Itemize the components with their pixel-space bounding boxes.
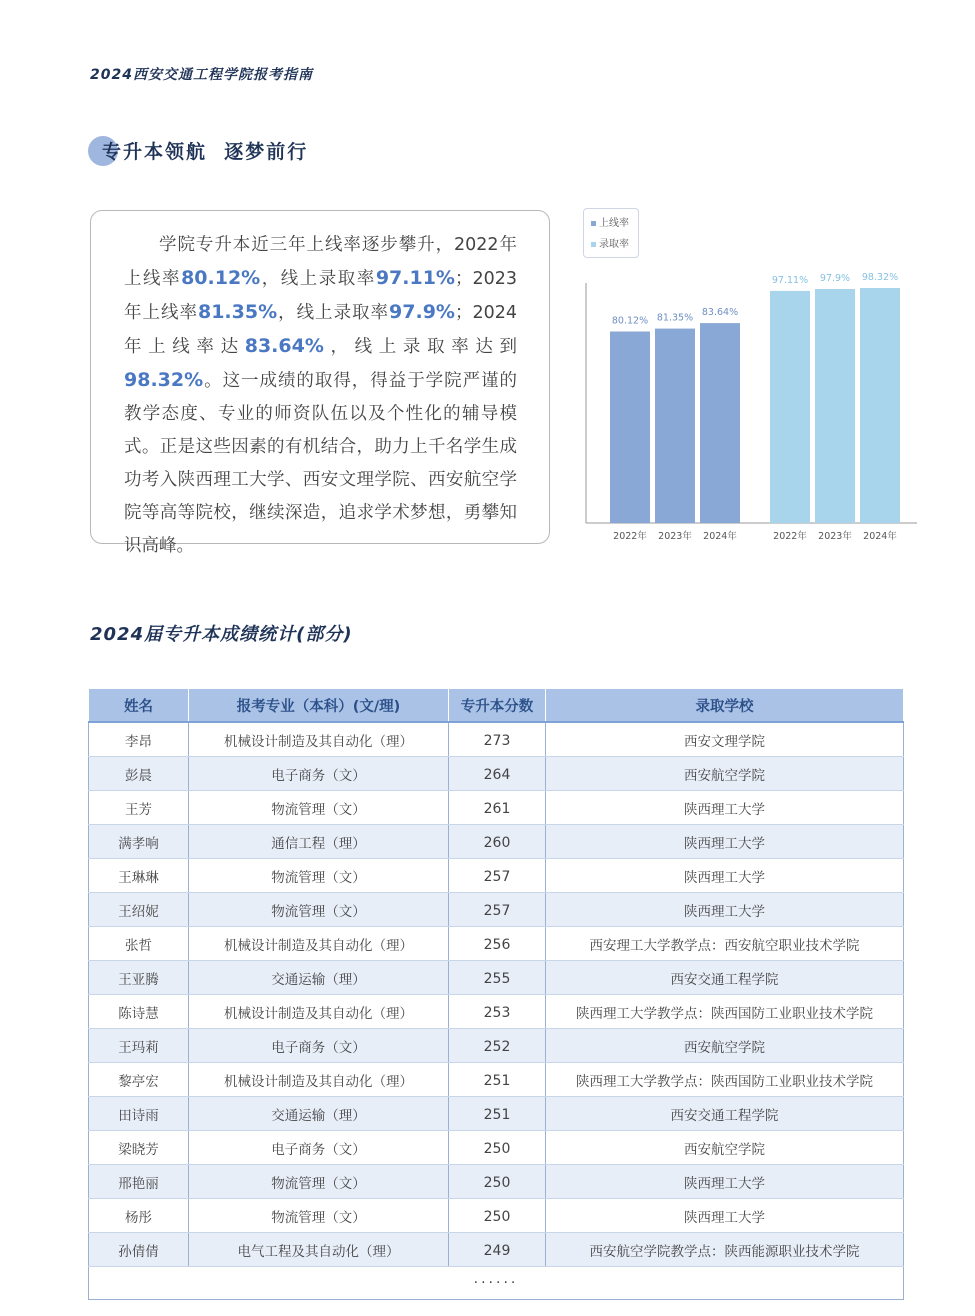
cell-school: 西安航空学院 [546,1029,904,1063]
bar-admit [770,291,810,523]
cell-school: 陕西理工大学教学点：陕西国防工业职业技术学院 [546,995,904,1029]
x-tick-label: 2024年 [863,531,897,542]
col-header-school: 录取学校 [546,689,904,723]
cell-school: 陕西理工大学 [546,1199,904,1233]
cell-major: 物流管理（文） [189,791,449,825]
guide-header: 2024西安交通工程学院报考指南 [90,67,313,83]
cell-major: 机械设计制造及其自动化（理） [189,927,449,961]
cell-major: 电气工程及其自动化（理） [189,1233,449,1267]
cell-score: 249 [449,1233,546,1267]
table-row [89,859,904,893]
table-row [89,825,904,859]
cell-school: 西安航空学院 [546,1131,904,1165]
cell-name: 张哲 [89,927,189,961]
highlight-rate: 97.9% [389,301,455,323]
intro-text: ；2023年上线率 [124,269,518,323]
cell-score: 264 [449,757,546,791]
cell-name: 王芳 [89,791,189,825]
cell-score: 273 [449,722,546,757]
cell-school: 西安交通工程学院 [546,1097,904,1131]
legend-label: 上线率 [599,218,629,229]
cell-major: 电子商务（文） [189,757,449,791]
cell-name: 李昂 [89,722,189,757]
cell-major: 电子商务（文） [189,1131,449,1165]
intro-text: ，线上录取率 [277,303,390,323]
cell-name: 王绍妮 [89,893,189,927]
table-ellipsis-row [89,1267,904,1300]
intro-text: ，线上录取率达到 [323,337,518,357]
bar-online [610,332,650,523]
col-header-score: 专升本分数 [449,689,546,723]
cell-major: 物流管理（文） [189,1165,449,1199]
cell-name: 彭晨 [89,757,189,791]
cell-school: 西安航空学院 [546,757,904,791]
cell-score: 256 [449,927,546,961]
cell-major: 物流管理（文） [189,1199,449,1233]
cell-score: 253 [449,995,546,1029]
cell-school: 陕西理工大学教学点：陕西国防工业职业技术学院 [546,1063,904,1097]
cell-school: 陕西理工大学 [546,791,904,825]
cell-name: 陈诗慧 [89,995,189,1029]
cell-score: 250 [449,1165,546,1199]
cell-major: 物流管理（文） [189,859,449,893]
legend-swatch-admit [591,242,596,247]
bar-value-label: 97.9% [819,273,851,285]
score-table [88,688,904,1300]
legend-item [591,213,638,234]
cell-score: 257 [449,893,546,927]
cell-major: 电子商务（文） [189,1029,449,1063]
legend-swatch-online [591,221,596,226]
cell-score: 250 [449,1131,546,1165]
cell-name: 王玛莉 [89,1029,189,1063]
bar-value-label: 80.12% [611,315,649,327]
intro-text: 学院专升本近三年上线率逐步攀升，2022年上线率 [124,235,517,289]
bar-admit [815,289,855,523]
cell-score: 257 [449,859,546,893]
cell-name: 王亚腾 [89,961,189,995]
cell-score: 260 [449,825,546,859]
highlight-rate: 98.32% [124,369,204,391]
table-row [89,1029,904,1063]
highlight-rate: 83.64% [244,335,324,357]
table-row [89,1131,904,1165]
cell-school: 西安理工大学教学点：西安航空职业技术学院 [546,927,904,961]
rate-chart [580,205,920,550]
bar-online [700,323,740,523]
bar-value-label: 83.64% [701,307,739,319]
cell-school: 西安交通工程学院 [546,961,904,995]
table-row [89,1063,904,1097]
cell-school: 陕西理工大学 [546,825,904,859]
cell-major: 物流管理（文） [189,893,449,927]
x-tick-label: 2023年 [658,531,692,542]
cell-school: 陕西理工大学 [546,1165,904,1199]
cell-name: 满孝响 [89,825,189,859]
bar-value-label: 97.11% [771,274,809,286]
cell-major: 机械设计制造及其自动化（理） [189,1063,449,1097]
intro-textbox [90,210,550,556]
table-row [89,961,904,995]
cell-score: 250 [449,1199,546,1233]
intro-text: 。这一成绩的取得，得益于学院严谨的教学态度、专业的师资队伍以及个性化的辅导模式。正是这些因素的有机结合，助力上千名学生成功考入陕西理工大学、西安文理学院、西安航空学院等高等院校，继续深造，追求学术梦想，勇攀知识高峰。 [124,371,517,556]
highlight-rate: 81.35% [197,301,278,323]
table-row [89,1199,904,1233]
table-row [89,722,904,757]
legend-item [591,234,638,255]
col-header-name: 姓名 [89,689,189,723]
bar-value-label: 81.35% [656,312,694,324]
table-row [89,791,904,825]
cell-school: 西安文理学院 [546,722,904,757]
table-row [89,1165,904,1199]
bar-admit [860,288,900,523]
table-row [89,927,904,961]
section-title [88,132,308,168]
table-row [89,1233,904,1267]
x-tick-label: 2023年 [818,531,852,542]
intro-text: ，线上录取率 [260,269,376,289]
bar-value-label: 98.32% [861,272,899,284]
cell-major: 机械设计制造及其自动化（理） [189,995,449,1029]
cell-score: 261 [449,791,546,825]
cell-name: 梁晓芳 [89,1131,189,1165]
table-row [89,893,904,927]
section-title-text: 专升本领航 逐梦前行 [102,140,309,163]
cell-score: 251 [449,1097,546,1131]
cell-major: 通信工程（理） [189,825,449,859]
col-header-major: 报考专业（本科）(文/理) [189,689,449,723]
intro-paragraph [124,229,517,563]
cell-name: 王琳琳 [89,859,189,893]
table-title: 2024届专升本成绩统计(部分) [90,624,353,645]
ellipsis: ······ [89,1267,904,1300]
x-tick-label: 2024年 [703,531,737,542]
x-tick-label: 2022年 [773,531,807,542]
cell-name: 杨彤 [89,1199,189,1233]
cell-school: 陕西理工大学 [546,893,904,927]
highlight-rate: 80.12% [181,267,261,289]
cell-score: 251 [449,1063,546,1097]
cell-name: 孙倩倩 [89,1233,189,1267]
cell-score: 255 [449,961,546,995]
legend-label: 录取率 [599,239,629,250]
table-row [89,757,904,791]
cell-name: 黎亭宏 [89,1063,189,1097]
cell-school: 陕西理工大学 [546,859,904,893]
cell-major: 交通运输（理） [189,961,449,995]
cell-score: 252 [449,1029,546,1063]
table-header-row [89,689,904,723]
cell-major: 机械设计制造及其自动化（理） [189,722,449,757]
bar-online [655,329,695,523]
chart-legend [583,208,639,258]
cell-school: 西安航空学院教学点：陕西能源职业技术学院 [546,1233,904,1267]
cell-major: 交通运输（理） [189,1097,449,1131]
highlight-rate: 97.11% [375,267,455,289]
table-row [89,995,904,1029]
table-row [89,1097,904,1131]
cell-name: 田诗雨 [89,1097,189,1131]
cell-name: 邢艳丽 [89,1165,189,1199]
x-tick-label: 2022年 [613,531,647,542]
intro-text: ；2024年上线率达 [124,303,518,357]
